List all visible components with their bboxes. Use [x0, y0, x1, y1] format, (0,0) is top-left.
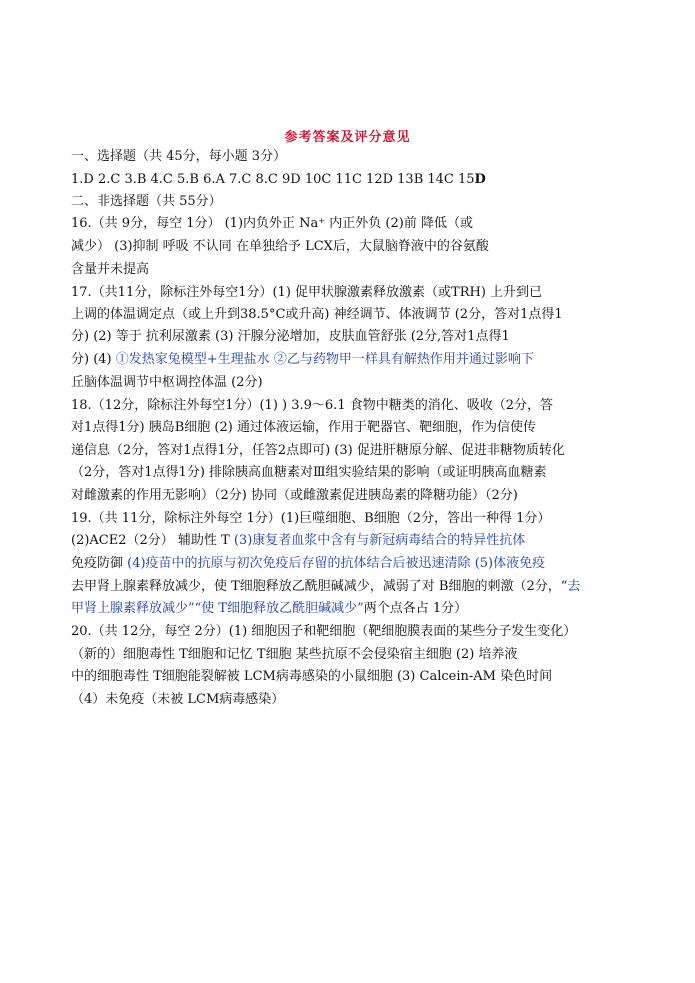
text-segment: （2分，答对1点得1分) 排除胰高血糖素对Ⅲ组实验结果的影响（或证明胰高血糖素	[71, 465, 547, 480]
q18-line-2	[71, 419, 631, 437]
text-segment: 递信息（2分，答对1点得1分，任答2点即可) (3) 促进肝糖原分解、促进非糖物质转化	[71, 443, 565, 458]
text-segment: D	[474, 172, 486, 187]
text-segment: (3)康复者血浆中含有与新冠病毒结合的特异性抗体	[233, 533, 526, 548]
q18-line-3	[71, 442, 631, 460]
q18-line-1	[71, 397, 631, 415]
text-segment: 甲肾上腺素释放减少”“使 T细胞释放乙酰胆碱减少”	[71, 601, 364, 616]
text-segment: 二、非选择题（共 55分）	[71, 194, 222, 209]
text-segment: (4)疫苗中的抗原与初次免疫后存留的抗体结合后被迅速清除 (5)体液免疫	[127, 556, 546, 571]
q19-line-1	[71, 510, 631, 528]
page-title: 参考答案及评分意见	[284, 130, 411, 145]
text-segment: 免疫防御	[71, 556, 128, 571]
q19-line-4	[71, 578, 631, 596]
q19-line-3	[71, 555, 631, 573]
text-segment: 20.（共 12分，每空 2分）(1) 细胞因子和靶细胞（靶细胞膜表面的某些分子发生变化）	[71, 624, 577, 639]
q19-line-2	[71, 532, 631, 550]
q19-line-5	[71, 600, 631, 618]
text-segment: 17.（共11分，除标注外每空1分）(1) 促甲状腺激素释放激素（或TRH) 上升到已	[71, 285, 543, 300]
text-segment: 对1点得1分) 胰岛B细胞 (2) 通过体液运输，作用于靶器官、靶细胞，作为信使传	[71, 420, 536, 435]
text-segment: 减少） (3)抑制 呼吸 不认同 在单独给予 LCX后，大鼠脑脊液中的谷氨酸	[71, 239, 489, 254]
text-segment: 一、选择题（共 45分，每小题 3分）	[71, 149, 287, 164]
text-segment: 对雌激素的作用无影响）（2分) 协同（或雌激素促进胰岛素的降糖功能）（2分)	[71, 488, 518, 503]
text-segment: ①发热家兔模型+生理盐水	[115, 352, 270, 367]
text-segment	[71, 601, 467, 616]
text-segment: 两个点各占 1分）	[363, 601, 468, 616]
text-segment: 1.D 2.C 3.B 4.C 5.B 6.A 7.C 8.C 9D 10C 11C 12D 13B 14C 15	[71, 172, 475, 187]
q18-line-5	[71, 487, 631, 505]
text-segment: （新的）细胞毒性 T细胞和记忆 T细胞 某些抗原不会侵染宿主细胞 (2) 培养液	[71, 647, 518, 662]
q20-line-2	[71, 646, 631, 664]
text-segment: (2)ACE2（2分） 辅助性 T	[71, 533, 234, 548]
text-segment: 16.（共 9分，每空 1分） (1)内负外正 Na⁺ 内正外负 (2)前 降低（或	[71, 216, 473, 231]
text-segment: 19.（共 11分，除标注外每空 1分）(1)巨噬细胞、B细胞（2分，答出一种得 1分）	[71, 511, 551, 526]
text-segment: 去甲肾上腺素释放减少，使 T细胞释放乙酰胆碱减少，减弱了对 B细胞的刺激（2分，“	[71, 579, 568, 594]
text-segment: 丘脑体温调节中枢调控体温 (2分)	[71, 375, 263, 390]
q20-line-4	[71, 691, 631, 709]
mc-answers	[71, 171, 631, 189]
q17-line-5	[71, 374, 631, 392]
text-segment: ②乙与药物甲一样具有解热作用并通过影响下	[273, 352, 534, 367]
q17-line-2	[71, 306, 631, 324]
q17-line-4	[71, 351, 631, 369]
q17-line-1	[71, 284, 631, 302]
q20-line-1	[71, 623, 631, 641]
text-segment: 中的细胞毒性 T细胞能裂解被 LCM病毒感染的小鼠细胞 (3) Calcein-AM 染色时间	[71, 669, 553, 684]
section-1-heading	[71, 148, 631, 166]
q16-line-1	[71, 215, 631, 233]
text-segment: 分) (2) 等于 抗利尿激素 (3) 汗腺分泌增加，皮肤血管舒张 (2分,答对1点得1	[71, 329, 510, 344]
text-segment: 分) (4)	[71, 352, 116, 367]
q18-line-4	[71, 464, 631, 482]
q16-line-2	[71, 238, 631, 256]
text-segment: 18.（12分，除标注外每空1分）(1) ) 3.9～6.1 食物中糖类的消化、吸收（2分，答	[71, 398, 553, 413]
text-segment: 上调的体温调定点（或上升到38.5°C或升高) 神经调节、体液调节 (2分，答对1点得1	[71, 307, 563, 322]
q16-line-3	[71, 261, 631, 279]
text-segment: 去	[567, 579, 581, 594]
section-2-heading	[71, 193, 631, 211]
q20-line-3	[71, 668, 631, 686]
text-segment: 含量并未提高	[71, 262, 150, 277]
q17-line-3	[71, 328, 631, 346]
text-segment: （4）未免疫（未被 LCM病毒感染）	[71, 692, 285, 707]
